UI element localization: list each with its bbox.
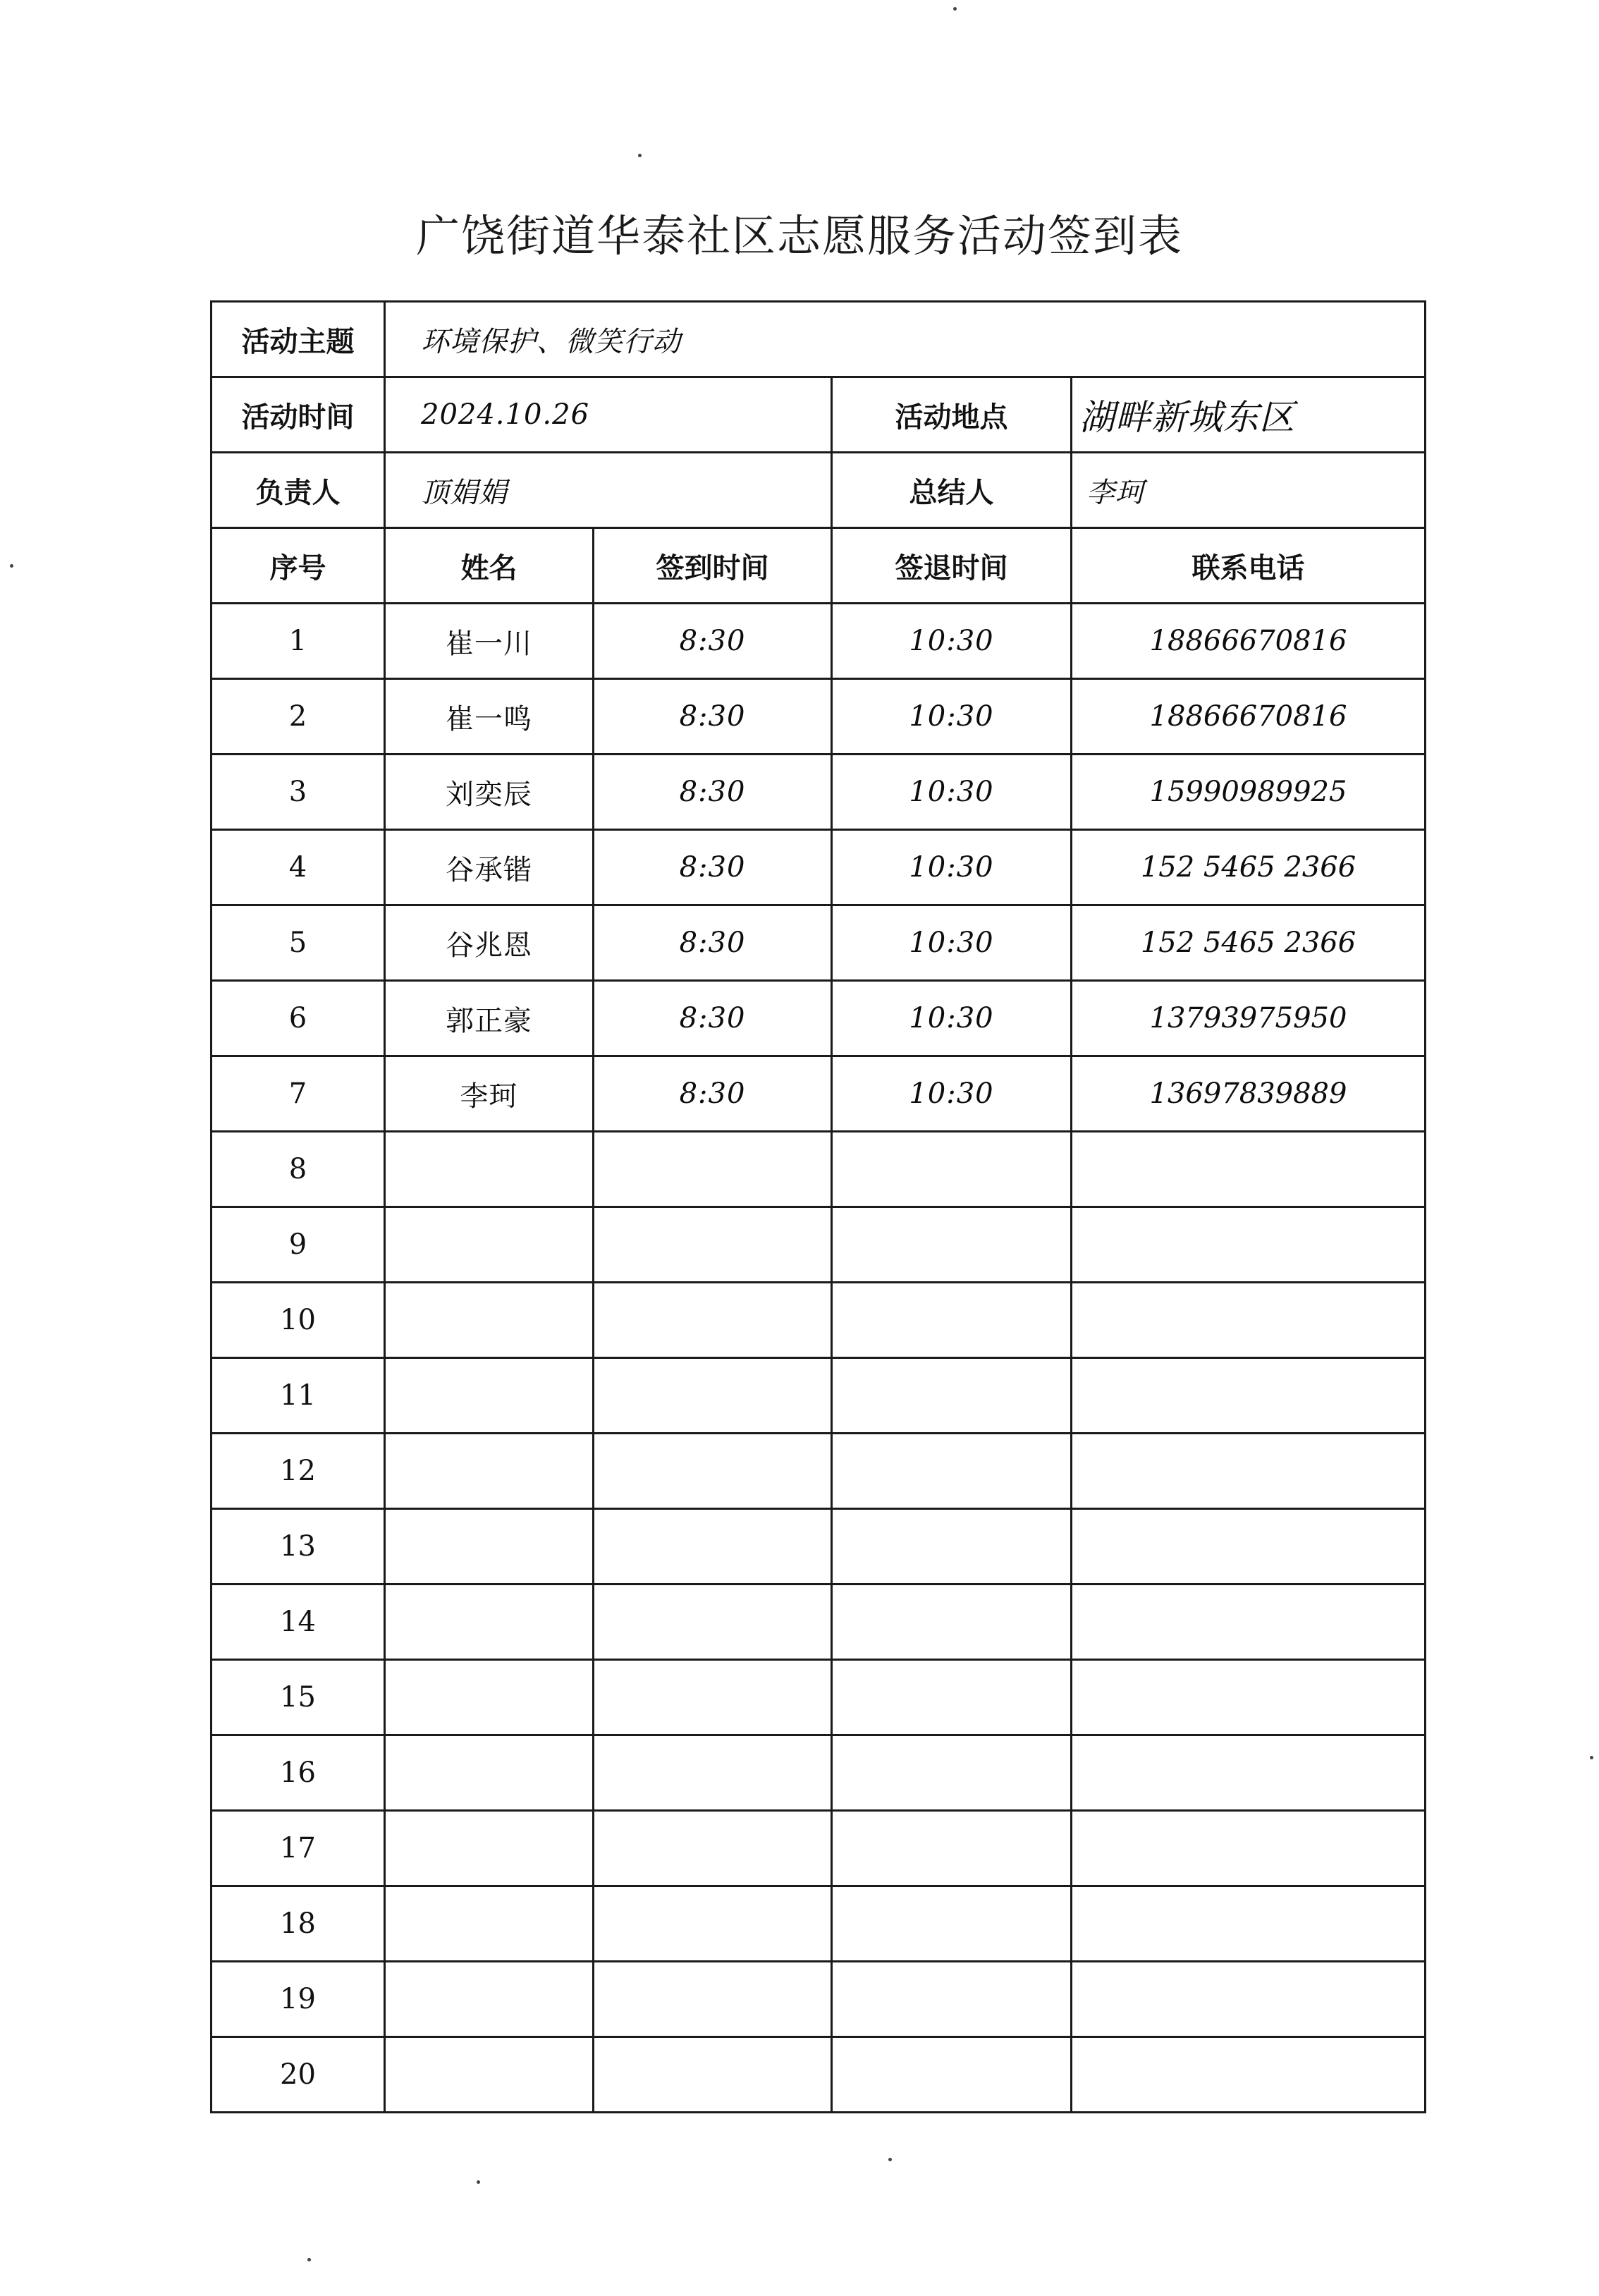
sign-out-time: [832, 1358, 1072, 1434]
table-row: [212, 1434, 1426, 1509]
sign-in-time: [594, 1584, 832, 1660]
volunteer-name: [385, 1207, 594, 1283]
sign-out-time: [832, 1132, 1072, 1207]
phone-number: 15990989925: [1072, 755, 1426, 830]
sign-out-time: 10:30: [832, 604, 1072, 679]
sign-in-time: [594, 1132, 832, 1207]
sign-out-time: 10:30: [832, 830, 1072, 905]
table-row: [212, 604, 1426, 679]
sign-out-time: [832, 1584, 1072, 1660]
table-row: [212, 1509, 1426, 1584]
sign-out-time: [832, 1207, 1072, 1283]
phone-number: [1072, 1283, 1426, 1358]
row-number: 1: [212, 604, 385, 679]
table-row: [212, 1811, 1426, 1886]
row-number: 16: [212, 1735, 385, 1811]
sign-in-time: 8:30: [594, 1056, 832, 1132]
table-row: [212, 755, 1426, 830]
sign-out-time: 10:30: [832, 1056, 1072, 1132]
sign-in-time: [594, 1207, 832, 1283]
sign-in-time: [594, 1886, 832, 1962]
table-row: [212, 1358, 1426, 1434]
volunteer-name: 郭正豪: [385, 981, 594, 1056]
scan-speck: [10, 564, 13, 568]
volunteer-name: [385, 1584, 594, 1660]
row-number: 17: [212, 1811, 385, 1886]
row-number: 18: [212, 1886, 385, 1962]
scan-speck: [307, 2258, 311, 2261]
leader-label: 负责人: [212, 453, 385, 528]
time-place-row: [212, 377, 1426, 453]
sign-in-time: [594, 1283, 832, 1358]
time-label: 活动时间: [212, 377, 385, 453]
table-row: [212, 830, 1426, 905]
row-number: 9: [212, 1207, 385, 1283]
volunteer-name: [385, 1962, 594, 2037]
phone-number: 18866670816: [1072, 604, 1426, 679]
phone-number: [1072, 1509, 1426, 1584]
leader-row: [212, 453, 1426, 528]
volunteer-name: [385, 1660, 594, 1735]
sign-in-time: 8:30: [594, 905, 832, 981]
sign-out-time: [832, 2037, 1072, 2113]
table-row: [212, 1886, 1426, 1962]
sign-in-time: 8:30: [594, 679, 832, 755]
phone-number: [1072, 1207, 1426, 1283]
phone-number: 13793975950: [1072, 981, 1426, 1056]
sign-out-time: [832, 1886, 1072, 1962]
phone-number: [1072, 1811, 1426, 1886]
sign-in-time: 8:30: [594, 830, 832, 905]
phone-number: 152 5465 2366: [1072, 830, 1426, 905]
table-row: [212, 1660, 1426, 1735]
volunteer-name: [385, 1811, 594, 1886]
sign-in-time: [594, 1735, 832, 1811]
table-row: [212, 679, 1426, 755]
row-number: 6: [212, 981, 385, 1056]
sign-in-table: [210, 300, 1426, 2113]
leader-value: 顶娟娟: [385, 453, 832, 528]
sign-out-time: 10:30: [832, 981, 1072, 1056]
volunteer-name: [385, 1434, 594, 1509]
sign-in-time: [594, 1509, 832, 1584]
row-number: 3: [212, 755, 385, 830]
sign-in-time: 8:30: [594, 981, 832, 1056]
column-header-name: 姓名: [385, 528, 594, 604]
phone-number: [1072, 1886, 1426, 1962]
table-row: [212, 905, 1426, 981]
scan-speck: [638, 154, 642, 157]
volunteer-name: [385, 1132, 594, 1207]
volunteer-name: [385, 1509, 594, 1584]
theme-row: [212, 302, 1426, 377]
phone-number: 152 5465 2366: [1072, 905, 1426, 981]
table-row: [212, 981, 1426, 1056]
phone-number: 18866670816: [1072, 679, 1426, 755]
sign-out-time: [832, 1434, 1072, 1509]
phone-number: [1072, 1584, 1426, 1660]
summary-label: 总结人: [832, 453, 1072, 528]
volunteer-name: 李珂: [385, 1056, 594, 1132]
column-header-sign-out: 签退时间: [832, 528, 1072, 604]
sign-in-time: [594, 1358, 832, 1434]
table-row: [212, 1056, 1426, 1132]
sign-in-time: [594, 1660, 832, 1735]
row-number: 5: [212, 905, 385, 981]
row-number: 2: [212, 679, 385, 755]
column-header-row: [212, 528, 1426, 604]
sign-in-time: [594, 2037, 832, 2113]
volunteer-name: [385, 2037, 594, 2113]
sign-out-time: 10:30: [832, 679, 1072, 755]
row-number: 7: [212, 1056, 385, 1132]
scan-speck: [477, 2180, 480, 2184]
row-number: 20: [212, 2037, 385, 2113]
volunteer-name: 刘奕辰: [385, 755, 594, 830]
scan-speck: [888, 2158, 892, 2161]
theme-label: 活动主题: [212, 302, 385, 377]
table-row: [212, 1584, 1426, 1660]
row-number: 12: [212, 1434, 385, 1509]
sign-out-time: [832, 1962, 1072, 2037]
sign-out-time: [832, 1283, 1072, 1358]
sign-out-time: [832, 1660, 1072, 1735]
scan-speck: [953, 7, 957, 11]
volunteer-name: 崔一鸣: [385, 679, 594, 755]
place-value: 湖畔新城东区: [1072, 377, 1426, 453]
row-number: 13: [212, 1509, 385, 1584]
table-row: [212, 1735, 1426, 1811]
summary-value: 李珂: [1072, 453, 1426, 528]
table-row: [212, 1207, 1426, 1283]
phone-number: [1072, 1434, 1426, 1509]
volunteer-name: [385, 1886, 594, 1962]
row-number: 14: [212, 1584, 385, 1660]
volunteer-name: 崔一川: [385, 604, 594, 679]
place-label: 活动地点: [832, 377, 1072, 453]
volunteer-name: [385, 1283, 594, 1358]
sign-out-time: 10:30: [832, 905, 1072, 981]
phone-number: [1072, 1358, 1426, 1434]
row-number: 4: [212, 830, 385, 905]
time-value: 2024.10.26: [385, 377, 832, 453]
volunteer-name: [385, 1358, 594, 1434]
table-row: [212, 1283, 1426, 1358]
sign-in-time: 8:30: [594, 755, 832, 830]
row-number: 15: [212, 1660, 385, 1735]
table-row: [212, 1962, 1426, 2037]
volunteer-name: 谷承锴: [385, 830, 594, 905]
page-title: 广饶街道华泰社区志愿服务活动签到表: [415, 210, 1183, 262]
sign-out-time: [832, 1509, 1072, 1584]
phone-number: 13697839889: [1072, 1056, 1426, 1132]
table-row: [212, 2037, 1426, 2113]
row-number: 8: [212, 1132, 385, 1207]
column-header-no: 序号: [212, 528, 385, 604]
sign-in-time: 8:30: [594, 604, 832, 679]
phone-number: [1072, 1132, 1426, 1207]
phone-number: [1072, 1962, 1426, 2037]
phone-number: [1072, 2037, 1426, 2113]
row-number: 19: [212, 1962, 385, 2037]
volunteer-name: [385, 1735, 594, 1811]
column-header-sign-in: 签到时间: [594, 528, 832, 604]
row-number: 10: [212, 1283, 385, 1358]
sign-in-time: [594, 1962, 832, 2037]
volunteer-name: 谷兆恩: [385, 905, 594, 981]
sign-in-time: [594, 1434, 832, 1509]
sign-out-time: 10:30: [832, 755, 1072, 830]
theme-value: 环境保护、微笑行动: [385, 302, 1426, 377]
row-number: 11: [212, 1358, 385, 1434]
sign-out-time: [832, 1735, 1072, 1811]
sign-in-time: [594, 1811, 832, 1886]
sign-out-time: [832, 1811, 1072, 1886]
scan-speck: [1590, 1756, 1593, 1759]
table-row: [212, 1132, 1426, 1207]
phone-number: [1072, 1735, 1426, 1811]
phone-number: [1072, 1660, 1426, 1735]
column-header-phone: 联系电话: [1072, 528, 1426, 604]
